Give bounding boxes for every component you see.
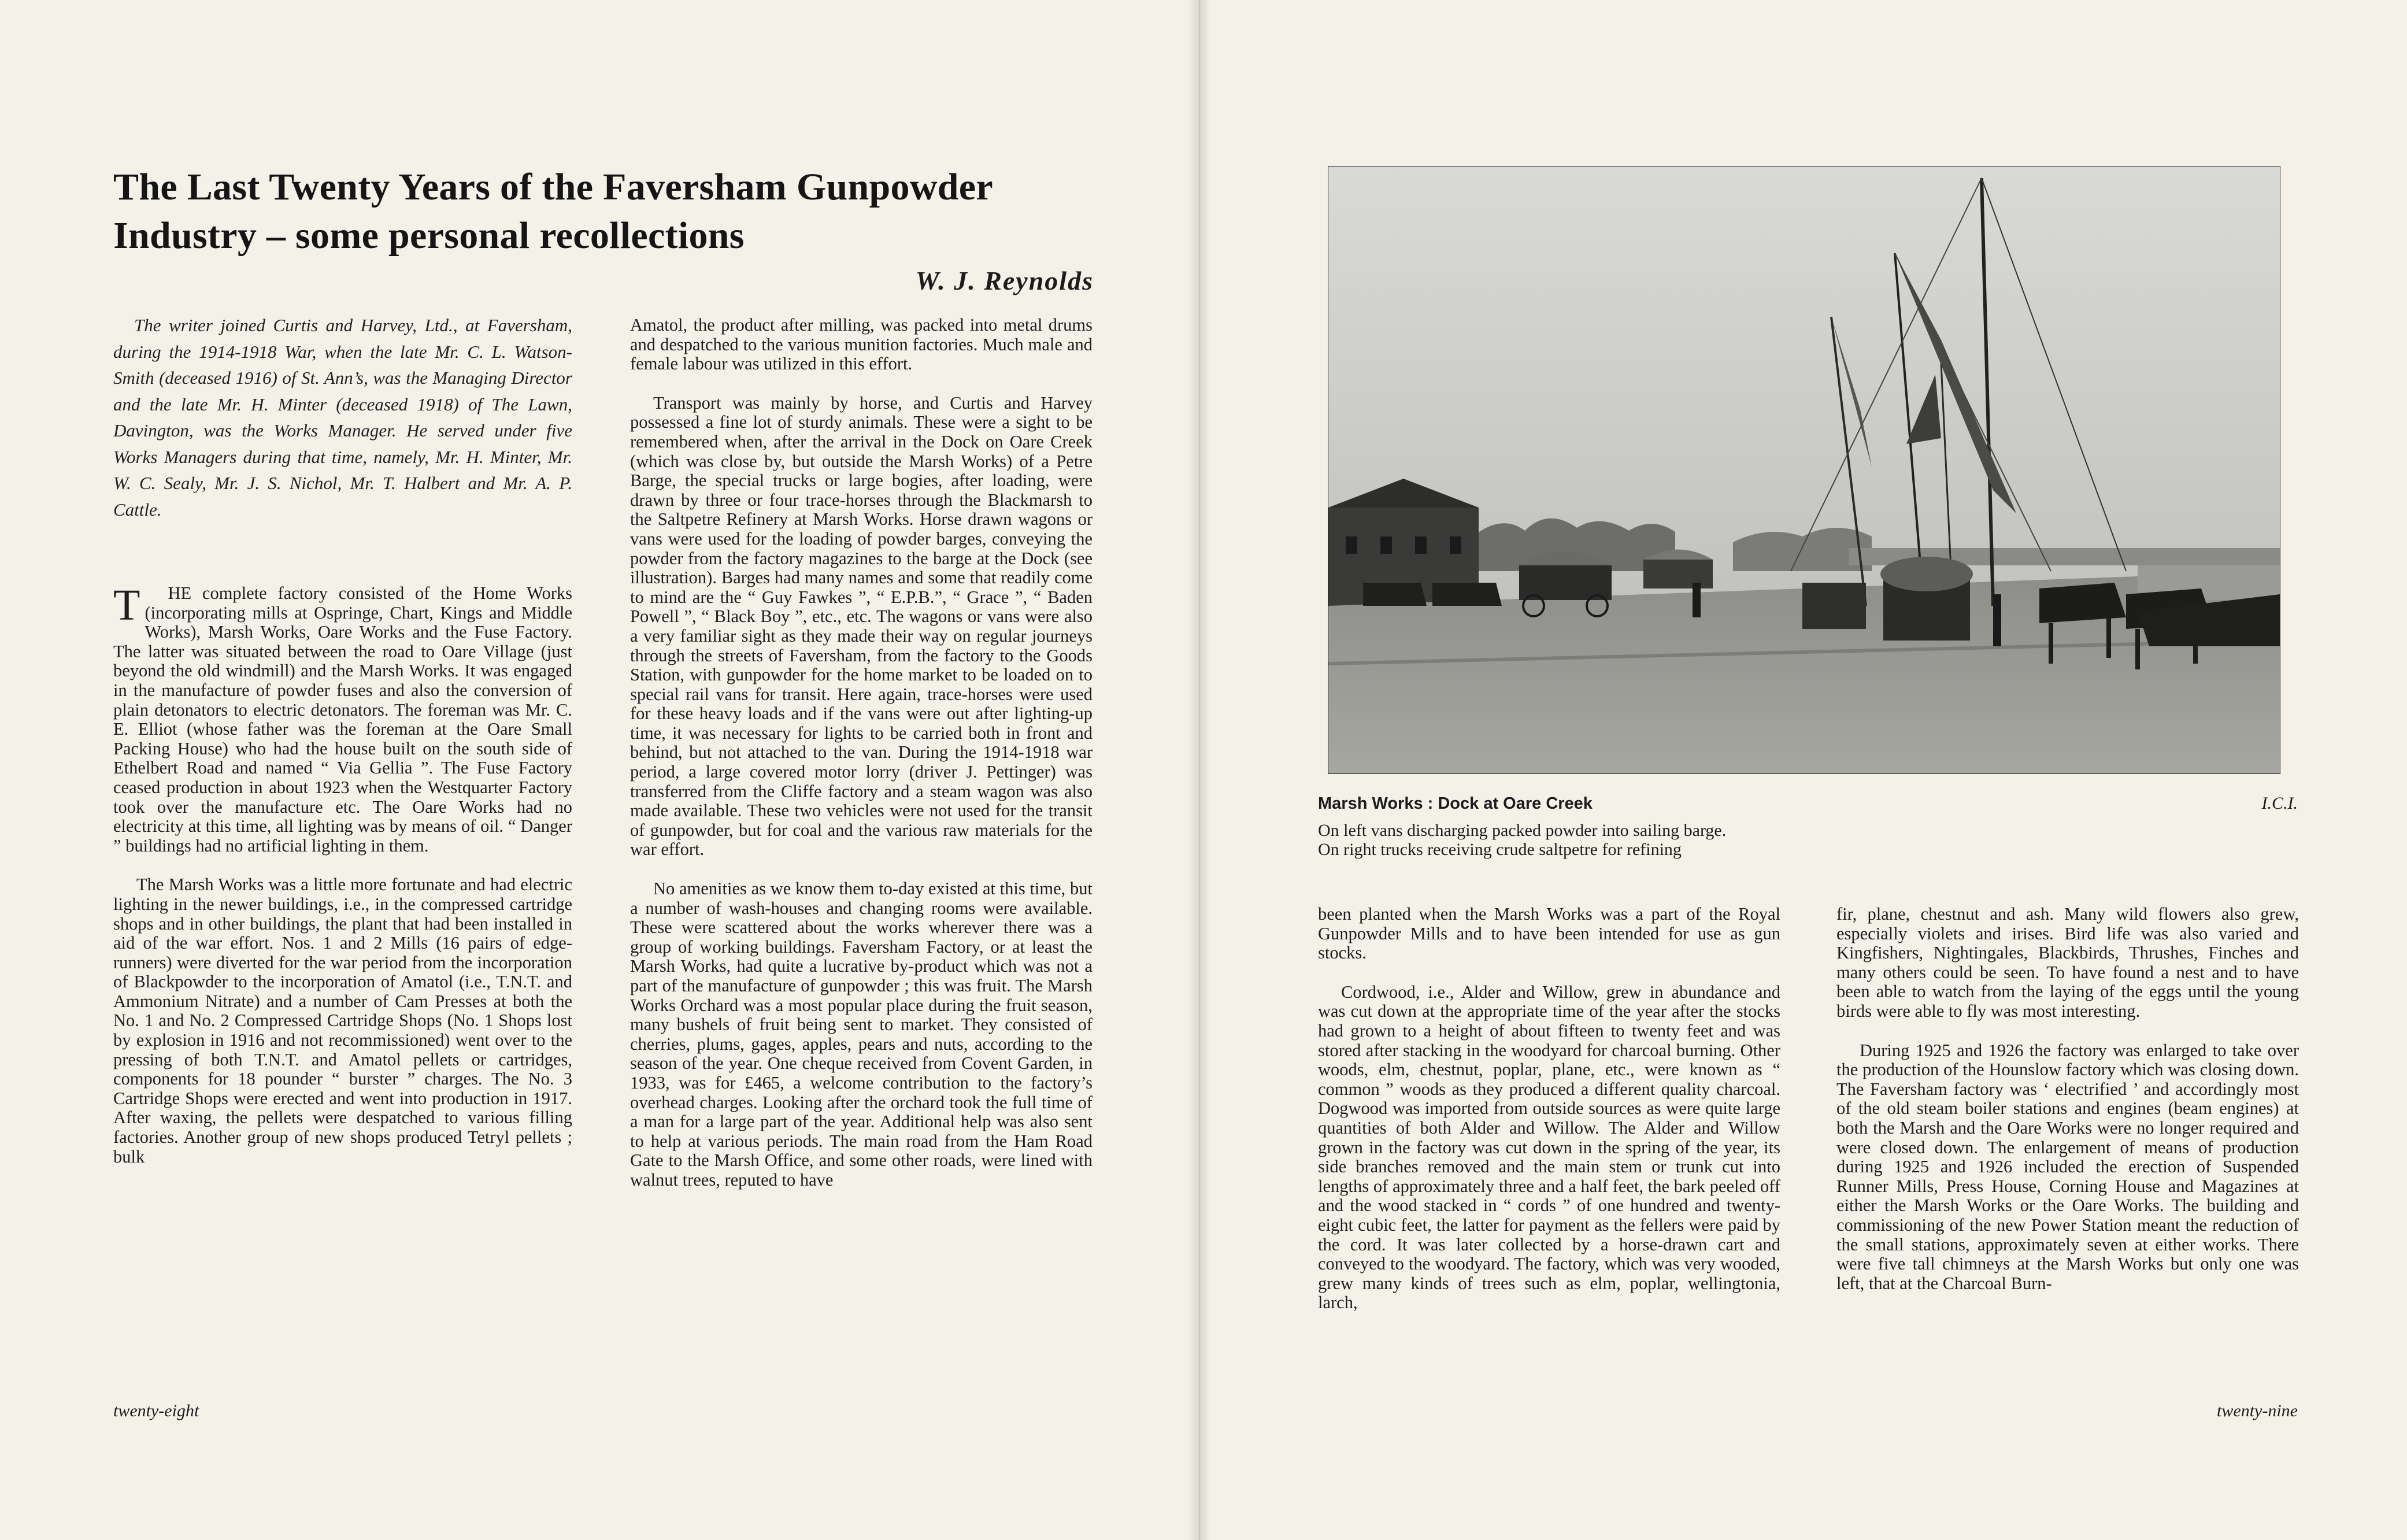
drop-cap: T	[113, 581, 140, 630]
right-column-1	[1318, 905, 1780, 1313]
right-column-2	[1836, 905, 2299, 1293]
left-column-1	[113, 581, 572, 1167]
photo-caption-line: On left vans discharging packed powder into sailing barge.	[1318, 821, 1727, 840]
paragraph	[113, 581, 572, 856]
paragraph: Transport was mainly by horse, and Curtis and Harvey possessed a fine lot of sturdy animals. These were a sight to be remembered when, after the arrival in the Dock on Oare Creek (which was close by, but outside the Marsh Works) of a Petre Barge, the special trucks or large bogies, after loading, were drawn by three or four trace-horses through the Blackmarsh to the Saltpetre Refinery at Marsh Works. Horse drawn wagons or vans were used for the loading of powder barges, conveying the powder from the factory magazines to the barge at the Dock (see illustration). Barges had many names and some that readily come to mind are the “ Guy Fawkes ”, “ E.P.B.”, “ Grace ”, “ Baden Powell ”, “ Black Boy ”, etc., etc. The wagons or vans were also a very familiar sight as they made their way on regular journeys through the streets of Faversham, from the factory to the Goods Station, with gunpowder for the home market to be loaded on to special rail vans for transit. Here again, trace-horses were used for these heavy loads and if the vans were out after lighting-up time, it was necessary for lights to be carried both in front and behind, but not attached to the van. During the 1914-1918 war period, a large covered motor lorry (driver J. Pettinger) was transferred from the Cliffe factory and a steam wagon was also made available. These two vehicles were not used for the transit of gunpowder, but for coal and the various raw materials for the war effort.	[630, 393, 1093, 860]
photo-credit: I.C.I.	[2261, 794, 2298, 813]
article-title: The Last Twenty Years of the Faversham Gunpowder Industry – some personal recollections	[113, 166, 993, 257]
left-column-2	[630, 316, 1093, 1190]
paragraph-text: HE complete factory consisted of the Home Works (incorporating mills at Ospringe, Chart, Kings and Middle Works), Marsh Works, Oare Works and the Fuse Factory. The latter was situated between the road to Oare Village (just beyond the old windmill) and the Marsh Works. It was engaged in the manufacture of powder fuses and also the conversion of plain detonators to electric detonators. The foreman was Mr. C. E. Elliot (whose father was the foreman at the Oare Small Packing House) who had the house built on the south side of Ethelbert Road and named “ Via Gellia ”. The Fuse Factory ceased production in about 1923 when the Westquarter Factory took over the manufacture etc. The Oare Works had no electricity at this time, all lighting was by means of oil. “ Danger ” buildings had no artificial lighting in them.	[113, 583, 572, 856]
photo-caption-line: On right trucks receiving crude saltpetre for refining	[1318, 840, 1682, 859]
paragraph: fir, plane, chestnut and ash. Many wild flowers also grew, especially violets and irises. Bird life was also varied and Kingfishers, Nightingales, Blackbirds, Thrushes, Finches and many others could be seen. To have found a nest and to have been able to watch from the laying of the eggs until the young birds were able to fly was most interesting.	[1836, 904, 2299, 1021]
photo-caption-title: Marsh Works : Dock at Oare Creek	[1318, 794, 1593, 813]
paragraph: During 1925 and 1926 the factory was enlarged to take over the production of the Hounslow factory which was closing down. The Faversham factory was ‘ electrified ’ and accordingly most of the old steam boiler stations and engines (beam engines) at both the Marsh and the Oare Works were no longer required and were closed down. The enlargement of means of production during 1925 and 1926 included the erection of Suspended Runner Mills, Press House, Corning House and Magazines at either the Marsh Works or the Oare Works. The building and commissioning of the new Power Station meant the reduction of the small stations, approximately seven at either works. There were five tall chimneys at the Marsh Works but only one was left, that at the Charcoal Burn-	[1836, 1040, 2299, 1293]
paragraph: Cordwood, i.e., Alder and Willow, grew in abundance and was cut down at the appropriate time of the year after the stocks had grown to a height of about fifteen to twenty feet and was stored after stacking in the woodyard for charcoal burning. Other woods, elm, chestnut, poplar, plane, etc., were known as “ common ” woods as they produced a different quality charcoal. Dogwood was imported from outside sources as were quite large quantities of both Alder and Willow. The Alder and Willow grown in the factory was cut down in the spring of the year, its side branches removed and the main stem or trunk cut into lengths of approximately three and a half feet, the bark peeled off and the wood stacked in “ cords ” of one hundred and twenty-eight cubic feet, the latter for payment as the fellers were paid by the cord. It was later collected by a horse-drawn cart and conveyed to the woodyard. The factory, which was very wooded, grew many kinds of trees such as elm, poplar, wellingtonia, larch,	[1318, 982, 1780, 1313]
left-page	[0, 0, 1199, 1540]
page-number-left: twenty-eight	[113, 1401, 199, 1420]
dock-photograph	[1328, 166, 2280, 774]
paragraph: No amenities as we know them to-day existed at this time, but a number of wash-houses and changing rooms were available. These were scattered about the works wherever there was a group of working buildings. Faversham Factory, or at least the Marsh Works, had quite a lucrative by-product which was not a part of the manufacture of gunpowder ; this was fruit. The Marsh Works Orchard was a most popular place during the fruit season, many bushels of fruit being sent to market. They consisted of cherries, plums, gages, apples, pears and nuts, according to the season of the year. One cheque received from Covent Garden, in 1933, was for £465, a welcome contribution to the factory’s overhead charges. Looking after the orchard took the full time of a man for a large part of the year. Additional help was also sent to help at various periods. The main road from the Ham Road Gate to the Marsh Office, and some other roads, were lined with walnut trees, reputed to have	[630, 879, 1093, 1190]
paragraph: been planted when the Marsh Works was a part of the Royal Gunpowder Mills and to have been intended for use as gun stocks.	[1318, 904, 1780, 963]
barge-dock-photo-image	[1328, 166, 2280, 773]
paragraph: The Marsh Works was a little more fortunate and had electric lighting in the newer buildings, i.e., in the compressed cartridge shops and in other buildings, the plant that had been installed in aid of the war effort. Nos. 1 and 2 Mills (16 pairs of edge-runners) were diverted for the war period from the incorporation of Blackpowder to the incorporation of Amatol (i.e., T.N.T. and Ammonium Nitrate) and a number of Cam Presses at both the No. 1 and No. 2 Compressed Cartridge Shops (No. 1 Shops lost by explosion in 1916 and not recommissioned) went over to the pressing of both T.N.T. and Amatol pellets or cartridges, components for 18 pounder “ burster ” charges. The No. 3 Cartridge Shops were erected and went into production in 1917. After waxing, the pellets were despatched to various filling factories. Another group of new shops produced Tetryl pellets ; bulk	[113, 875, 572, 1167]
article-author: W. J. Reynolds	[915, 266, 1094, 295]
article-intro: The writer joined Curtis and Harvey, Ltd., at Faversham, during the 1914-1918 War, when the late Mr. C. L. Watson-Smith (deceased 1916) of St. Ann’s, was the Managing Director and the late Mr. H. Minter (deceased 1918) of The Lawn, Davington, was the Works Manager. He served under five Works Managers during that time, namely, Mr. H. Minter, Mr. W. C. Sealy, Mr. J. S. Nichol, Mr. T. Halbert and Mr. A. P. Cattle.	[113, 315, 572, 520]
page-number-right: twenty-nine	[2217, 1401, 2298, 1420]
paragraph: Amatol, the product after milling, was packed into metal drums and despatched to the various munition factories. Much male and female labour was utilized in this effort.	[630, 315, 1093, 374]
book-gutter	[1188, 0, 1211, 1540]
